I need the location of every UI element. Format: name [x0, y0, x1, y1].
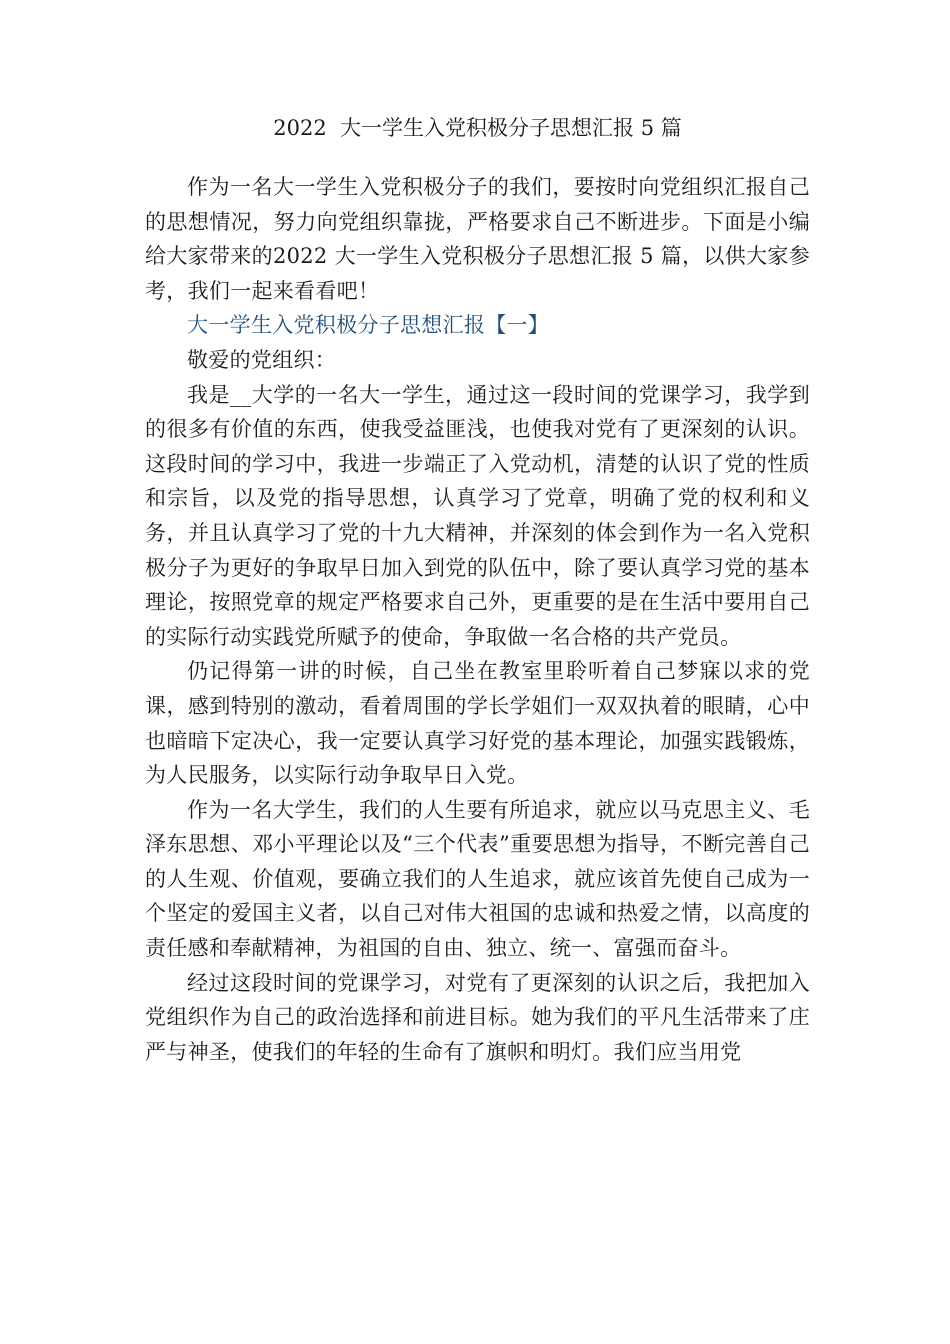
document-title: 2022 大一学生入党积极分子思想汇报 5 篇 [273, 116, 682, 140]
body-paragraph-2: 仍记得第一讲的时候，自己坐在教室里聆听着自己梦寐以求的党课，感到特别的激动，看着周围的学长学姐们一双双执着的眼睛，心中也暗暗下定决心，我一定要认真学习好党的基本理论，加强实践锻炼，为人民服务，以实际行动争取早日入党。 [145, 659, 810, 788]
body-paragraph-3: 作为一名大学生，我们的人生要有所追求，就应以马克思主义、毛泽东思想、邓小平理论以及“三个代表”重要思想为指导，不断完善自己的人生观、价值观，要确立我们的人生追求，就应该首先使自己成为一个坚定的爱国主义者，以自己对伟大祖国的忠诚和热爱之情，以高度的责任感和奉献精神，为祖国的自由、独立、统一、富强而奋斗。 [145, 797, 810, 961]
intro-paragraph: 作为一名大一学生入党积极分子的我们，要按时向党组织汇报自己的思想情况，努力向党组织靠拢，严格要求自己不断进步。下面是小编给大家带来的2022 大一学生入党积极分子思想汇报 5 篇，以供大家参考，我们一起来看看吧！ [145, 175, 810, 303]
section-heading: 大一学生入党积极分子思想汇报【一】 [187, 313, 550, 338]
document-page [145, 108, 810, 1069]
salutation: 敬爱的党组织： [187, 347, 337, 372]
body-paragraph-1: 我是__大学的一名大一学生，通过这一段时间的党课学习，我学到的很多有价值的东西，使我受益匪浅，也使我对党有了更深刻的认识。这段时间的学习中，我进一步端正了入党动机，清楚的认识了党的性质和宗旨，以及党的指导思想，认真学习了党章，明确了党的权利和义务，并且认真学习了党的十九大精神，并深刻的体会到作为一名入党积极分子为更好的争取早日加入到党的队伍中，除了要认真学习党的基本理论，按照党章的规定严格要求自己外，更重要的是在生活中要用自己的实际行动实践党所赋予的使命，争取做一名合格的共产党员。 [145, 382, 810, 649]
body-paragraph-4: 经过这段时间的党课学习，对党有了更深刻的认识之后，我把加入党组织作为自己的政治选择和前进目标。她为我们的平凡生活带来了庄严与神圣，使我们的年轻的生命有了旗帜和明灯。我们应当用党 [145, 970, 810, 1064]
